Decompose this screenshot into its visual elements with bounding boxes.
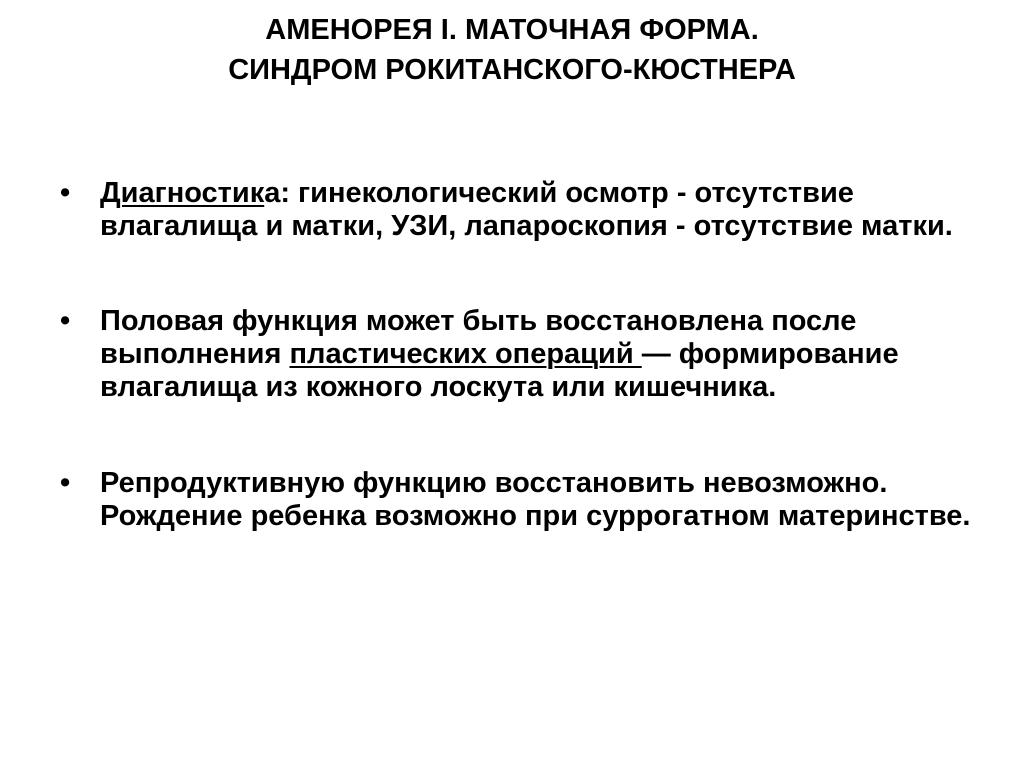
bullet-reproductive-function: [60, 467, 990, 533]
bullet-marker: •: [60, 467, 71, 499]
sexual-function-text-before: Половая функция может быть восстановлена после выполнения: [100, 305, 857, 370]
bullet-sexual-function: [60, 305, 990, 404]
bullet-list: [60, 177, 990, 533]
bullet-diagnostics: [60, 177, 990, 243]
reproductive-function-text: Репродуктивную функцию восстановить невозможно. Рождение ребенка возможно при суррогатном материнстве.: [100, 467, 971, 532]
diagnostics-label: Диагностик: [100, 177, 265, 209]
diagnostics-text: а: гинекологический осмотр - отсутствие влагалища и матки, УЗИ, лапароскопия - отсутствие матки.: [100, 177, 953, 242]
bullet-marker: •: [60, 177, 71, 209]
title-line-1: АМЕНОРЕЯ I. МАТОЧНАЯ ФОРМА.: [265, 14, 759, 46]
title-line-2: СИНДРОМ РОКИТАНСКОГО-КЮСТНЕРА: [228, 54, 796, 86]
slide-title: [0, 10, 1024, 90]
sexual-function-text-after: — формирование влагалища из кожного лоскута или кишечника.: [100, 338, 899, 403]
bullet-marker: •: [60, 305, 71, 337]
plastic-surgery-link-text: пластических операций: [289, 338, 642, 370]
